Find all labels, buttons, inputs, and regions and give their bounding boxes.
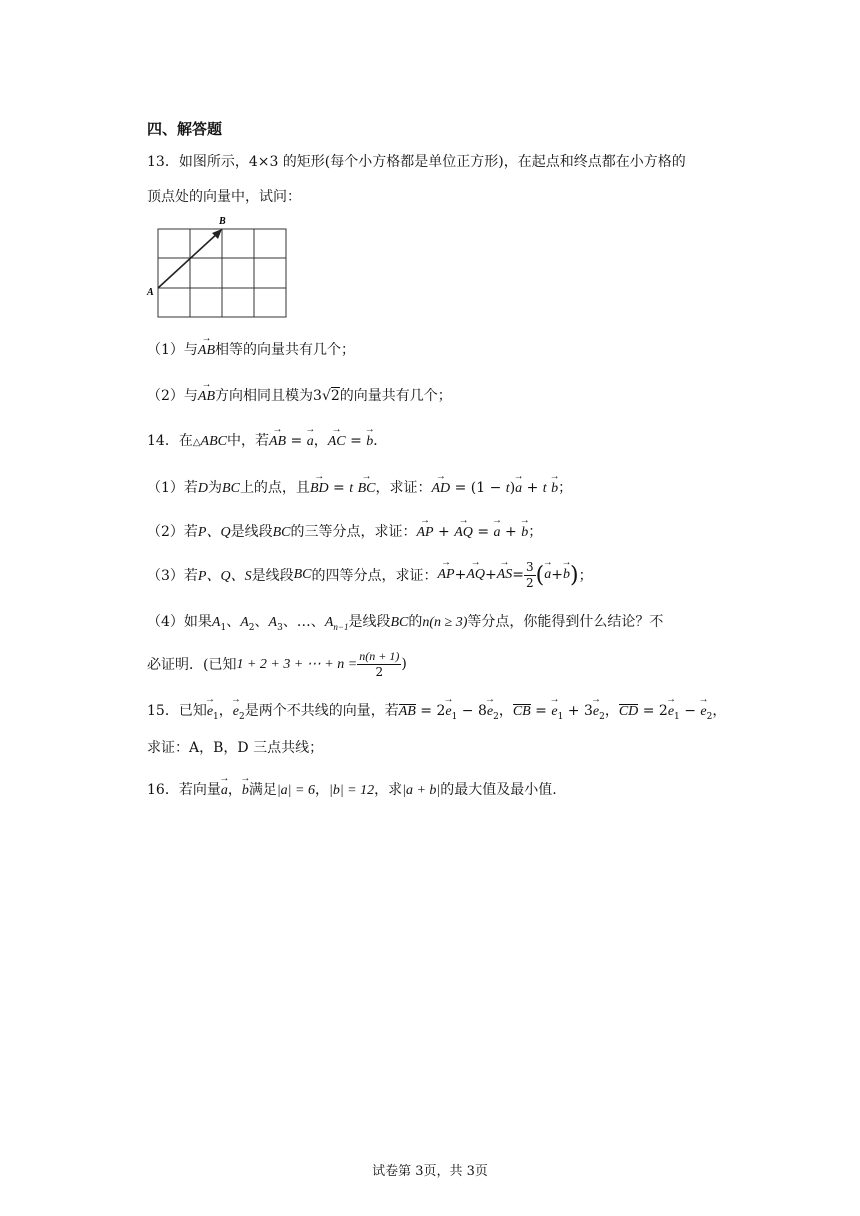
q13-line1: 13．如图所示，4×3 的矩形(每个小方格都是单位正方形)，在起点和终点都在小方格的 bbox=[147, 154, 686, 170]
q14-part4-line2: 必证明．(已知 1 + 2 + 3 + ⋯ + n = $\frac{n(n + 1)}{2}$ ) bbox=[147, 648, 407, 679]
grid-lines bbox=[158, 229, 286, 317]
q13-part2: （2）与→ AB方向相同且模为3√2的向量共有几个； bbox=[147, 385, 452, 405]
q14-intro: 14．在△ABC中，若→ AB = → a，→ AC = → b． bbox=[147, 430, 387, 450]
q14-part2: （2）若P、Q是线段BC的三等分点，求证：→ AP + → AQ = → a + → b； bbox=[147, 521, 542, 541]
label-b: B bbox=[219, 216, 226, 227]
fraction-three-halves: $\frac{3}{2}$ bbox=[526, 559, 534, 590]
q15-line1: 15．已知→ $e_1$，→ $e_2$是两个不共线的向量，若AB = $2\to e_1 - 8\to e_2$，CB = → $e_1 + 3\to e_2$，CD = $2\to e_1$ − → $e_2$， bbox=[147, 700, 726, 722]
q14-part3: （3）若 P、Q、S 是线段 BC 的四等分点，求证： → AP + → AQ + → AS = $\frac{3}{2}$ ( → a + → b ) ； bbox=[147, 557, 593, 593]
q16-line: 16．若向量→ a，→ b满足|a| = 6，|b| = 12，求|a + b|的最大值及最小值. bbox=[147, 779, 557, 799]
label-a: A bbox=[147, 287, 154, 298]
grid-figure bbox=[140, 213, 300, 323]
fraction-sum-formula: $\frac{n(n + 1)}{2}$ bbox=[359, 648, 400, 679]
q14-part4-line1: （4）如果$A_1$、$A_2$、$A_3$、…、$A_{n-1}$是线段BC的n(n ≥ 3)等分点，你能得到什么结论？不 bbox=[147, 614, 664, 633]
q14-part1: （1）若D为BC上的点，且→ BD = t → BC，求证：→ AD = (1 − t)→ a + t → b； bbox=[147, 477, 572, 497]
vector-ab: → AB bbox=[198, 343, 215, 359]
section-title: 四、解答题 bbox=[147, 120, 223, 138]
q13-part1: （1）与→ AB相等的向量共有几个； bbox=[147, 339, 355, 359]
page-footer: 试卷第 3页，共 3页 bbox=[372, 1164, 488, 1179]
q13-line2: 顶点处的向量中，试问： bbox=[147, 189, 301, 205]
vector-ab: → AB bbox=[198, 389, 215, 405]
q15-line2: 求证：A，B，D 三点共线； bbox=[147, 740, 324, 756]
vector-ab-arrow bbox=[158, 232, 219, 288]
